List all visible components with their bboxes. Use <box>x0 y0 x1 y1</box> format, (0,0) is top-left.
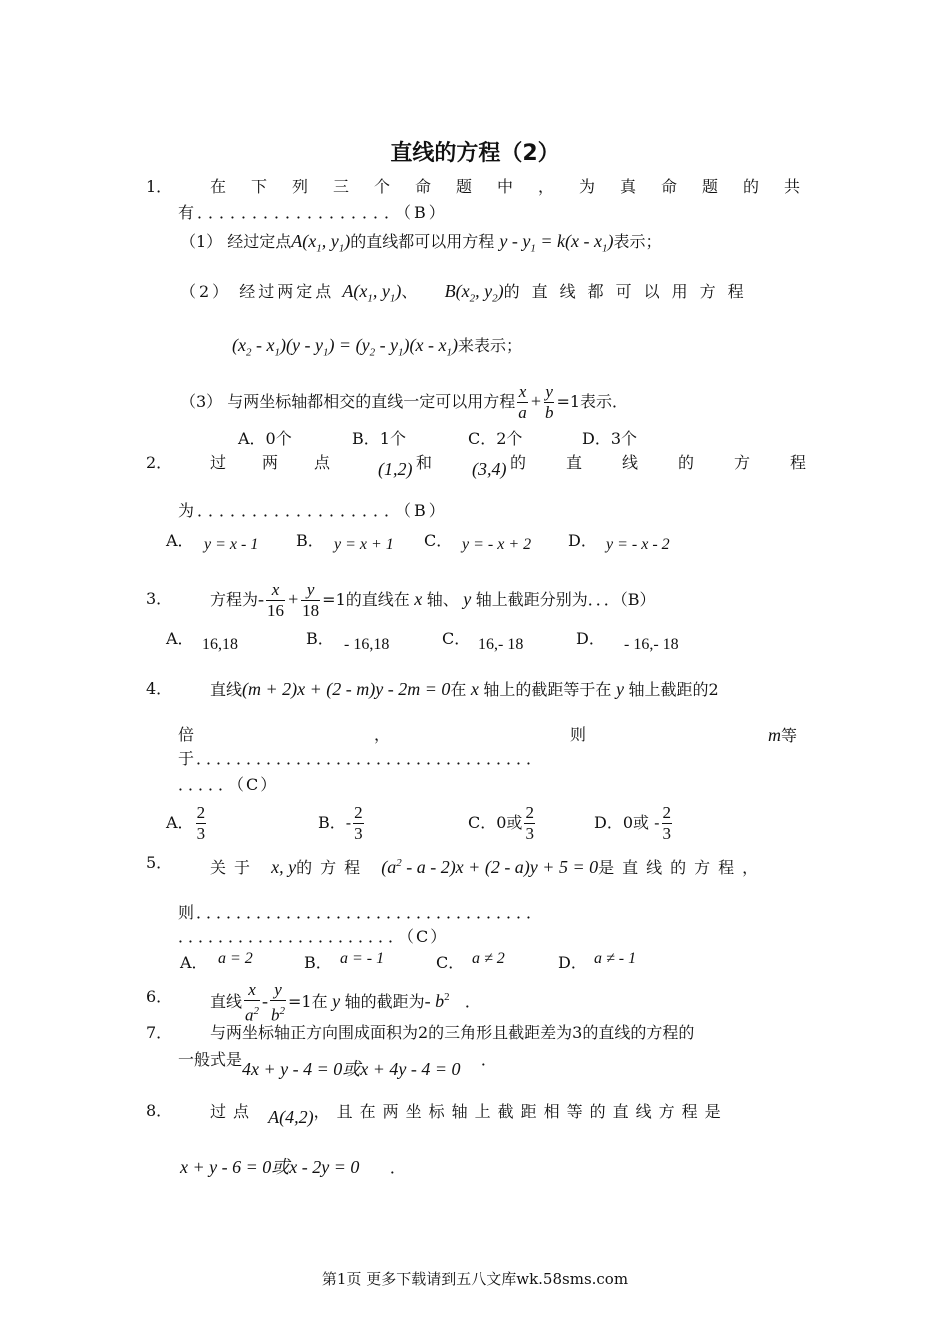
page-title: 直线的方程（2） <box>390 141 560 166</box>
q6-stem-mid: =1在 <box>288 992 328 1011</box>
q1-statement-2 <box>180 280 756 310</box>
q6-frac-y: $\frac{y}{b^2}$ <box>271 979 286 1025</box>
q5-line2: 则．．．．．．．．．．．．．．．．．．．．．．．．．．．．．．．．．． <box>178 903 545 922</box>
q7-stem2: 一般式是 <box>178 1050 243 1069</box>
q7-stem: 与两坐标轴正方向围成面积为2的三角形且截距差为3的直线的方程的 <box>210 1023 695 1042</box>
q5-label-d: D． <box>558 953 587 972</box>
q2-stem-a: 过两点 <box>210 453 367 472</box>
q4-stem-pre: 直线 <box>210 680 243 699</box>
q2-label-c: C． <box>424 531 453 550</box>
q5-number: 5． <box>146 853 173 872</box>
q3-frac-y: $\frac{y}{18}$ <box>302 580 320 620</box>
q2-label-d: D． <box>568 531 597 550</box>
q5-option-d: a ≠ - 1 <box>594 950 637 967</box>
q3-label-c: C． <box>442 629 471 648</box>
q1-s2-pre: （2） 经过两定点 <box>180 282 335 301</box>
q3-label-a: A． <box>166 629 194 648</box>
q5-equation: $(a^2 - a - 2)x + (2 - a)y + 5 = 0$ <box>381 857 599 877</box>
q6-stem-post: 轴的截距为 <box>344 992 425 1011</box>
q1-s3-frac-y: $\frac{y}{b}$ <box>544 382 554 422</box>
q2-option-c: y = - x + 2 <box>462 536 532 553</box>
q1-option-a: A．0个 <box>238 429 292 448</box>
q1-s2-eq-post: 来表示； <box>458 336 523 355</box>
q5-option-c: a ≠ 2 <box>472 950 505 967</box>
q1-s1-pre: （1） 经过定点 <box>180 232 292 251</box>
q1-s3-pre: （3） 与两坐标轴都相交的直线一定可以用方程 <box>180 392 516 411</box>
q4-line2-c: 则 <box>570 725 587 744</box>
q5-stem-pre: 关于 <box>210 858 259 877</box>
q4-option-c: C．0或 $\frac{2}{3}$ <box>468 803 534 843</box>
q6-answer: - $b^2$ <box>424 991 450 1011</box>
q8-number: 8． <box>146 1101 173 1120</box>
q1-s2-equation: $(x_2 - x_1)(y - y_1) = (y_2 - y_1)(x - x_1)$ <box>232 335 459 359</box>
q4-stem-mid2: 轴上的截距等于在 <box>483 680 612 699</box>
q3-stem-post: =1的直线在 <box>322 590 410 609</box>
q7-end: ． <box>480 1050 497 1069</box>
q6-end: ． <box>464 992 481 1011</box>
q1-stem-cont: 有．．．．．．．．．．．．．．．．．．（B） <box>178 203 448 222</box>
q7-number: 7． <box>146 1023 173 1042</box>
q3-stem: 方程为- $\frac{x}{16}$ + $\frac{y}{18}$ =1的直线在 x 轴、 y 轴上截距分别为．．．（B） <box>210 580 656 620</box>
q1-statement-1 <box>180 230 661 260</box>
q4-stem-mid: 在 <box>450 680 467 699</box>
q1-statement-2-equation <box>232 334 522 364</box>
q1-stem: 在下列三个命题中，为真命题的共 <box>210 177 806 196</box>
q8-answer: x + y - 6 = 0或x - 2y = 0 <box>180 1157 360 1177</box>
q1-s2-post: 的直线都可以用方程 <box>503 282 756 301</box>
q3-option-d: - 16,- 18 <box>624 636 679 653</box>
q1-s2-point-a: $A(x_1$, $y_1$) <box>342 281 402 305</box>
q1-s1-mid: 的直线都可以用方程 <box>350 232 495 251</box>
q3-stem-end: 轴上截距分别为．．．（B） <box>475 590 656 609</box>
q4-stem: 直线(m + 2)x + (2 - m)y - 2m = 0在 x 轴上的截距等于在 y 轴上截距的2 <box>210 679 719 699</box>
q8-end: ． <box>389 1158 406 1177</box>
q4-option-a: A． $\frac{2}{3}$ <box>166 803 206 843</box>
q4-line3: 于．．．．．．．．．．．．．．．．．．．．．．．．．．．．．．．．．． <box>178 749 545 768</box>
q5-stem <box>210 852 766 879</box>
q1-option-d: D．3个 <box>582 429 638 448</box>
q2-option-b: y = x + 1 <box>334 536 394 553</box>
q8-stem-post: ，且在两坐标轴上截距相等的直线方程是 <box>313 1102 728 1121</box>
q3-frac-x: $\frac{x}{16}$ <box>267 580 285 620</box>
q5-label-c: C． <box>436 953 465 972</box>
q5-variables: x, y <box>271 857 297 877</box>
q4-line2-d: m等 <box>768 725 798 745</box>
q3-option-c: 16,- 18 <box>478 636 524 653</box>
q6-number: 6． <box>146 987 173 1006</box>
q7-answer: 4x + y - 4 = 0或x + 4y - 4 = 0 <box>242 1059 461 1079</box>
q3-option-b: - 16,18 <box>344 636 390 653</box>
q5-stem-mid: 的方程 <box>296 858 369 877</box>
q2-label-a: A． <box>166 531 194 550</box>
q2-option-a: y = x - 1 <box>204 536 259 553</box>
page-footer: 第1页 更多下载请到五八文库wk.58sms.com <box>321 1270 629 1288</box>
q4-line2-a: 倍 <box>178 725 195 744</box>
q4-line4: ．．．．．（C） <box>178 775 279 794</box>
q3-stem-axis: 轴、 <box>426 590 459 609</box>
q3-label-b: B． <box>306 629 334 648</box>
q1-s2-sep: 、 <box>401 282 421 301</box>
q2-stem-cont: 为．．．．．．．．．．．．．．．．．．（B） <box>178 501 448 520</box>
q4-equation: (m + 2)x + (2 - m)y - 2m = 0 <box>242 679 451 699</box>
q3-number: 3． <box>146 589 173 608</box>
q8-point: A(4,2) <box>268 1107 314 1127</box>
q4-option-b: B．- $\frac{2}{3}$ <box>318 803 363 843</box>
q2-option-d: y = - x - 2 <box>606 536 670 553</box>
q1-option-b: B．1个 <box>352 429 406 448</box>
q2-point-1: (1,2) <box>378 459 413 479</box>
q2-stem-b: 的直线的方程 <box>510 453 806 472</box>
q1-s3-frac-x: $\frac{x}{a}$ <box>518 382 527 422</box>
q1-s3-post: =1表示． <box>556 392 629 411</box>
q5-line3: ．．．．．．．．．．．．．．．．．．．．．．（C） <box>178 927 449 946</box>
q5-label-a: A． <box>180 953 208 972</box>
q5-label-b: B． <box>304 953 332 972</box>
q2-stem-and: 和 <box>416 453 433 472</box>
q1-s1-post: 表示； <box>613 232 662 251</box>
q2-number: 2． <box>146 453 173 472</box>
q8-stem-pre: 过点 <box>210 1102 257 1121</box>
q3-label-d: D． <box>576 629 605 648</box>
q1-statement-3: （3） 与两坐标轴都相交的直线一定可以用方程 $\frac{x}{a}$ + $\frac{y}{b}$ =1表示． <box>180 382 629 422</box>
q6-stem-pre: 直线 <box>210 992 243 1011</box>
q1-s1-equation: $y - y_1 = k(x - x_1)$ <box>499 231 614 255</box>
q5-option-b: a = - 1 <box>340 950 385 967</box>
q2-point-2: (3,4) <box>472 459 507 479</box>
q4-option-d: D．0或 - $\frac{2}{3}$ <box>594 803 672 843</box>
q1-s2-point-b: $B(x_2$, $y_2$) <box>444 281 504 305</box>
q1-number: 1． <box>146 177 173 196</box>
q8-answer-line <box>180 1156 406 1179</box>
q3-option-a: 16,18 <box>202 636 238 653</box>
q1-option-c: C．2个 <box>468 429 523 448</box>
q1-s1-point: $A(x_1$, $y_1$) <box>291 231 351 255</box>
q4-number: 4． <box>146 679 173 698</box>
q5-option-a: a = 2 <box>218 950 253 967</box>
q7-stem-cont <box>178 1048 497 1079</box>
q4-stem-end: 轴上截距的2 <box>628 680 719 699</box>
q6-frac-x: $\frac{x}{a^2}$ <box>245 979 260 1025</box>
q6-stem: 直线 $\frac{x}{a^2}$ - $\frac{y}{b^2}$ =1在 y 轴的截距为- $b^2$ ． <box>210 979 481 1025</box>
q3-stem-pre: 方程为 <box>210 590 259 609</box>
q2-label-b: B． <box>296 531 324 550</box>
q4-line2-b: ， <box>374 725 391 744</box>
q5-stem-post: 是直线的方程， <box>598 858 767 877</box>
q8-stem <box>210 1100 728 1127</box>
